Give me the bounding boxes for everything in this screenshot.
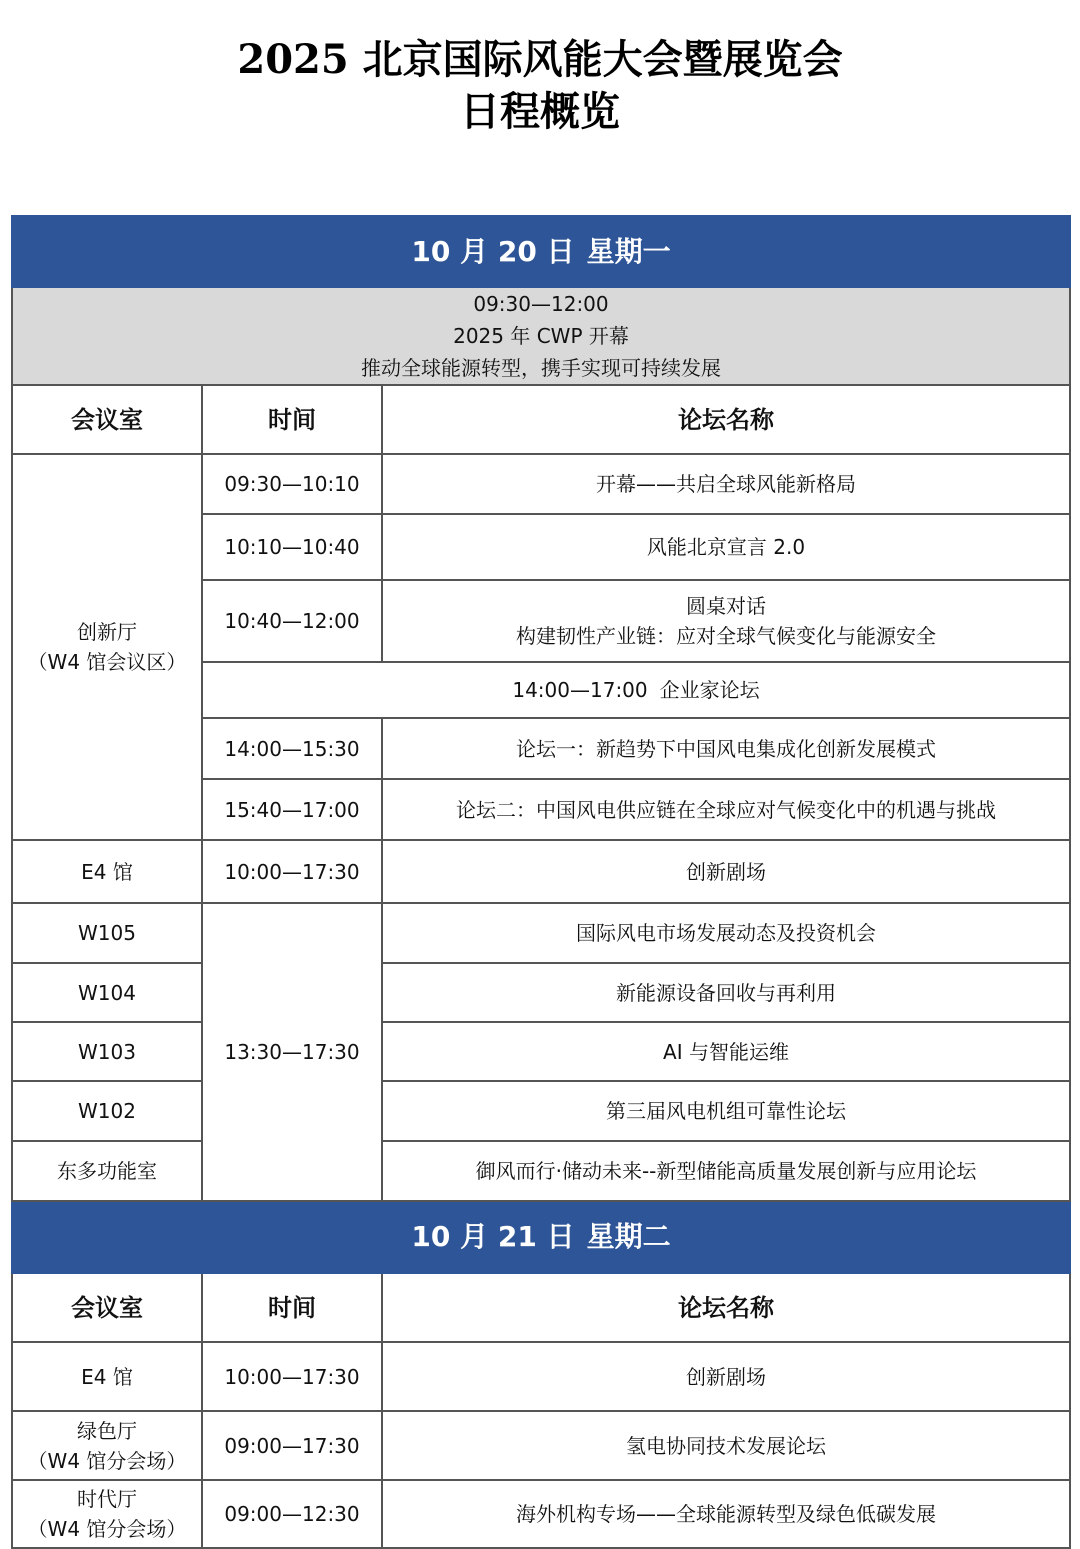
entrepreneur-forum-cell [202,662,1070,718]
day2-header-row [12,1201,1070,1273]
session-forum: 氢电协同技术发展论坛 [382,1411,1070,1480]
session-time: 10:00—17:30 [202,840,382,903]
session-time: 10:00—17:30 [202,1342,382,1411]
table-row [12,903,1070,963]
session-time: 15:40—17:00 [202,779,382,840]
day1-header-row [12,216,1070,287]
opening-headline [17,288,1065,352]
header-forum: 论坛名称 [382,385,1070,454]
day1-opening-row [12,287,1070,385]
room-name: W103 [12,1022,202,1081]
day1-header [12,216,1070,287]
room-name-main: 绿色厅 [77,1418,137,1443]
session-forum: 开幕——共启全球风能新格局 [382,454,1070,514]
innovation-hall-cell [12,454,202,840]
header-time: 时间 [202,385,382,454]
opening-cell [12,287,1070,385]
session-time: 09:00—17:30 [202,1411,382,1480]
opening-time: 09:30—12:00 [473,292,609,316]
table-row [12,963,1070,1022]
table-row [12,1480,1070,1548]
table-row [12,840,1070,903]
session-forum: 御风而行·储动未来--新型储能高质量发展创新与应用论坛 [382,1141,1070,1201]
room-name [12,1411,202,1480]
roundtable-title: 圆桌对话 [686,594,766,618]
session-time: 09:00—12:30 [202,1480,382,1548]
room-name: E4 馆 [12,1342,202,1411]
session-forum: 海外机构专场——全球能源转型及绿色低碳发展 [382,1480,1070,1548]
session-forum: 论坛一：新趋势下中国风电集成化创新发展模式 [382,718,1070,779]
room-name: W104 [12,963,202,1022]
innovation-hall-name: 创新厅 [77,620,137,644]
session-time: 09:30—10:10 [202,454,382,514]
session-forum: 风能北京宣言 2.0 [382,514,1070,580]
table-row [12,1342,1070,1411]
table-row [12,1141,1070,1201]
room-name: 东多功能室 [12,1141,202,1201]
day2-date: 10 月 21 日 [411,1220,575,1253]
day1-weekday: 星期一 [586,234,671,268]
table-row [12,1081,1070,1141]
room-name: W105 [12,903,202,963]
session-time: 10:40—12:00 [202,580,382,662]
session-forum: 论坛二：中国风电供应链在全球应对气候变化中的机遇与挑战 [382,779,1070,840]
header-room: 会议室 [12,385,202,454]
session-forum [382,580,1070,662]
roundtable-topic: 构建韧性产业链：应对全球气候变化与能源安全 [516,624,936,648]
document-title [0,34,1080,138]
day2-weekday: 星期二 [586,1220,671,1253]
entrepreneur-forum-name: 企业家论坛 [659,678,760,702]
table-row [12,1411,1070,1480]
day1-column-header-row [12,385,1070,454]
session-forum: 创新剧场 [382,840,1070,903]
session-forum: AI 与智能运维 [382,1022,1070,1081]
session-time: 14:00—15:30 [202,718,382,779]
entrepreneur-forum-time: 14:00—17:00 [512,678,648,702]
day1-date: 10 月 20 日 [411,234,575,268]
room-name: E4 馆 [12,840,202,903]
room-name-main: 时代厅 [77,1487,137,1511]
session-forum: 国际风电市场发展动态及投资机会 [382,903,1070,963]
room-name-sub: （W4 馆分会场） [27,1517,187,1541]
table-row [12,454,1070,514]
title-line-2: 日程概览 [460,88,620,135]
session-time: 10:10—10:40 [202,514,382,580]
schedule-table [11,215,1071,1549]
day2-column-header-row [12,1273,1070,1342]
room-name [12,1480,202,1548]
day2-header [12,1201,1070,1273]
table-row [12,1022,1070,1081]
header-room: 会议室 [12,1273,202,1342]
header-forum: 论坛名称 [382,1273,1070,1342]
room-name: W102 [12,1081,202,1141]
innovation-hall-sub: （W4 馆会议区） [27,650,187,674]
room-name-sub: （W4 馆分会场） [27,1448,187,1473]
afternoon-time: 13:30—17:30 [202,903,382,1201]
opening-subtitle: 推动全球能源转型，携手实现可持续发展 [361,356,721,380]
session-forum: 创新剧场 [382,1342,1070,1411]
session-forum: 新能源设备回收与再利用 [382,963,1070,1022]
session-forum: 第三届风电机组可靠性论坛 [382,1081,1070,1141]
opening-title: 2025 年 CWP 开幕 [453,324,629,348]
header-time: 时间 [202,1273,382,1342]
title-line-1: 2025 北京国际风能大会暨展览会 [237,36,843,83]
